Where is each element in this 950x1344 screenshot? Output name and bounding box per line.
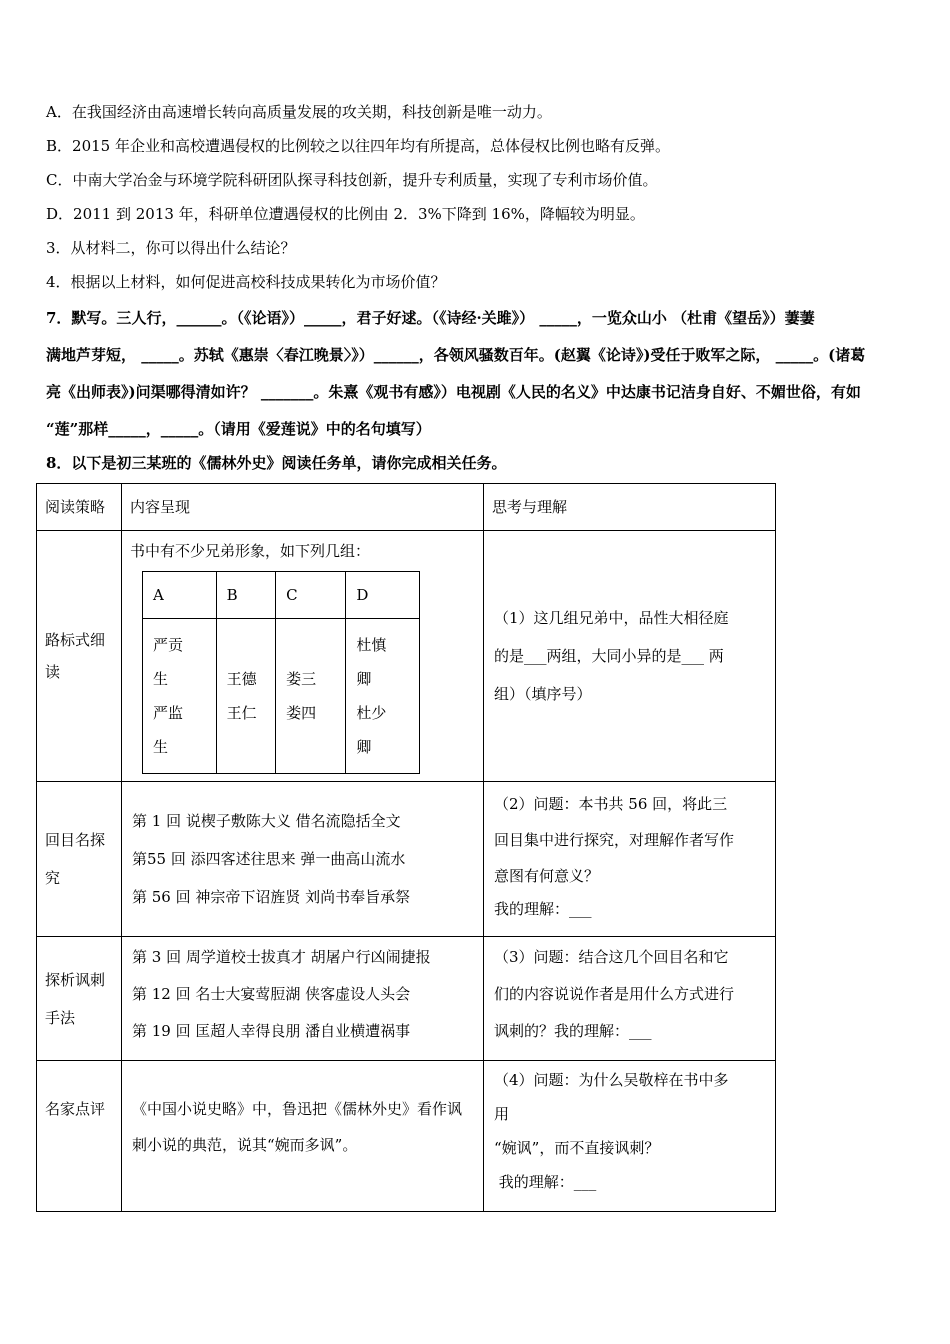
question-7-line-2: 满地芦芽短， _____。苏轼《惠崇〈春江晚景〉》）______，各领风骚数百年。(赵翼《论诗》)受任于败军之际， _____。(诸葛 — [46, 346, 866, 364]
option-c: C．中南大学冶金与环境学院科研团队探寻科技创新，提升专利质量，实现了专利市场价值。 — [46, 171, 658, 189]
header-content: 内容呈现 — [122, 484, 484, 531]
question-4: 4．根据以上材料，如何促进高校科技成果转化为市场价值？ — [46, 273, 446, 291]
table-row-critique — [37, 1061, 776, 1212]
group-a-names: 严贡 生 严监 生 — [143, 619, 217, 774]
question-7-line-4: “莲”那样_____，_____。（请用《爱莲说》中的名句填写） — [46, 420, 431, 438]
option-a: A．在我国经济由高速增长转向高质量发展的攻关期，科技创新是唯一动力。 — [46, 103, 552, 121]
group-c-names: 娄三 娄四 — [276, 619, 346, 774]
group-b-names: 王德 王仁 — [216, 619, 276, 774]
question-cell: （2）问题：本书共 56 回，将此三 回目集中进行探究，对理解作者写作 意图有何意义？ 我的理解：___ — [484, 782, 776, 937]
group-b-label: B — [216, 572, 276, 619]
table-row-chapter-titles — [37, 782, 776, 937]
question-cell: （3）问题：结合这几个回目名和它 们的内容说说作者是用什么方式进行 讽刺的？我的理解：___ — [484, 937, 776, 1061]
question-7-line-1: 7．默写。三人行，______。（《论语》）_____，君子好逑。（《诗经·关雎》） _____，一览众山小 （杜甫《望岳》）萋萋 — [46, 309, 815, 327]
strategy-cell: 探析讽刺 手法 — [37, 937, 122, 1061]
content-cell: 第 3 回 周学道校士拔真才 胡屠户行凶闹捷报 第 12 回 名士大宴莺脰湖 侠客虚设人头会 第 19 回 匡超人幸得良朋 潘自业横遭祸事 — [122, 937, 484, 1061]
strategy-cell: 名家点评 — [37, 1061, 122, 1212]
strategy-cell: 路标式细 读 — [37, 531, 122, 782]
brothers-table — [142, 571, 420, 774]
question-8: 8．以下是初三某班的《儒林外史》阅读任务单，请你完成相关任务。 — [46, 454, 507, 472]
group-c-label: C — [276, 572, 346, 619]
table-row-satire — [37, 937, 776, 1061]
question-7-line-3: 亮《出师表》)问渠哪得清如许？ _______。朱熹《观书有感》）电视剧《人民的名义》中达康书记洁身自好、不媚世俗，有如 — [46, 383, 861, 401]
table-row-signpost — [37, 531, 776, 782]
strategy-cell: 回目名探 究 — [37, 782, 122, 937]
group-a-label: A — [143, 572, 217, 619]
content-cell: 第 1 回 说楔子敷陈大义 借名流隐括全文 第55 回 添四客述往思来 弹一曲高山流水 第 56 回 神宗帝下诏旌贤 刘尚书奉旨承祭 — [122, 782, 484, 937]
header-thinking: 思考与理解 — [484, 484, 776, 531]
reading-task-table — [36, 483, 776, 1212]
content-cell: 《中国小说史略》中，鲁迅把《儒林外史》看作讽 刺小说的典范，说其“婉而多讽”。 — [122, 1061, 484, 1212]
group-d-names: 杜慎 卿 杜少 卿 — [346, 619, 420, 774]
option-b: B．2015 年企业和高校遭遇侵权的比例较之以往四年均有所提高，总体侵权比例也略有反弹。 — [46, 137, 670, 155]
question-cell: （4）问题：为什么吴敬梓在书中多 用 “婉讽”，而不直接讽刺？ 我的理解：___ — [484, 1061, 776, 1212]
question-3: 3．从材料二，你可以得出什么结论？ — [46, 239, 296, 257]
option-d: D．2011 到 2013 年，科研单位遭遇侵权的比例由 2．3%下降到 16%，降幅较为明显。 — [46, 205, 645, 223]
content-cell: 书中有不少兄弟形象，如下列几组： A B C D 严贡 生 严监 生 王德 王仁 娄三 娄四 杜慎 卿 杜少 卿 — [122, 531, 484, 782]
table-header-row — [37, 484, 776, 531]
header-strategy: 阅读策略 — [37, 484, 122, 531]
question-cell: （1）这几组兄弟中，品性大相径庭 的是___两组，大同小异的是___ 两 组）（填序号） — [484, 531, 776, 782]
group-d-label: D — [346, 572, 420, 619]
